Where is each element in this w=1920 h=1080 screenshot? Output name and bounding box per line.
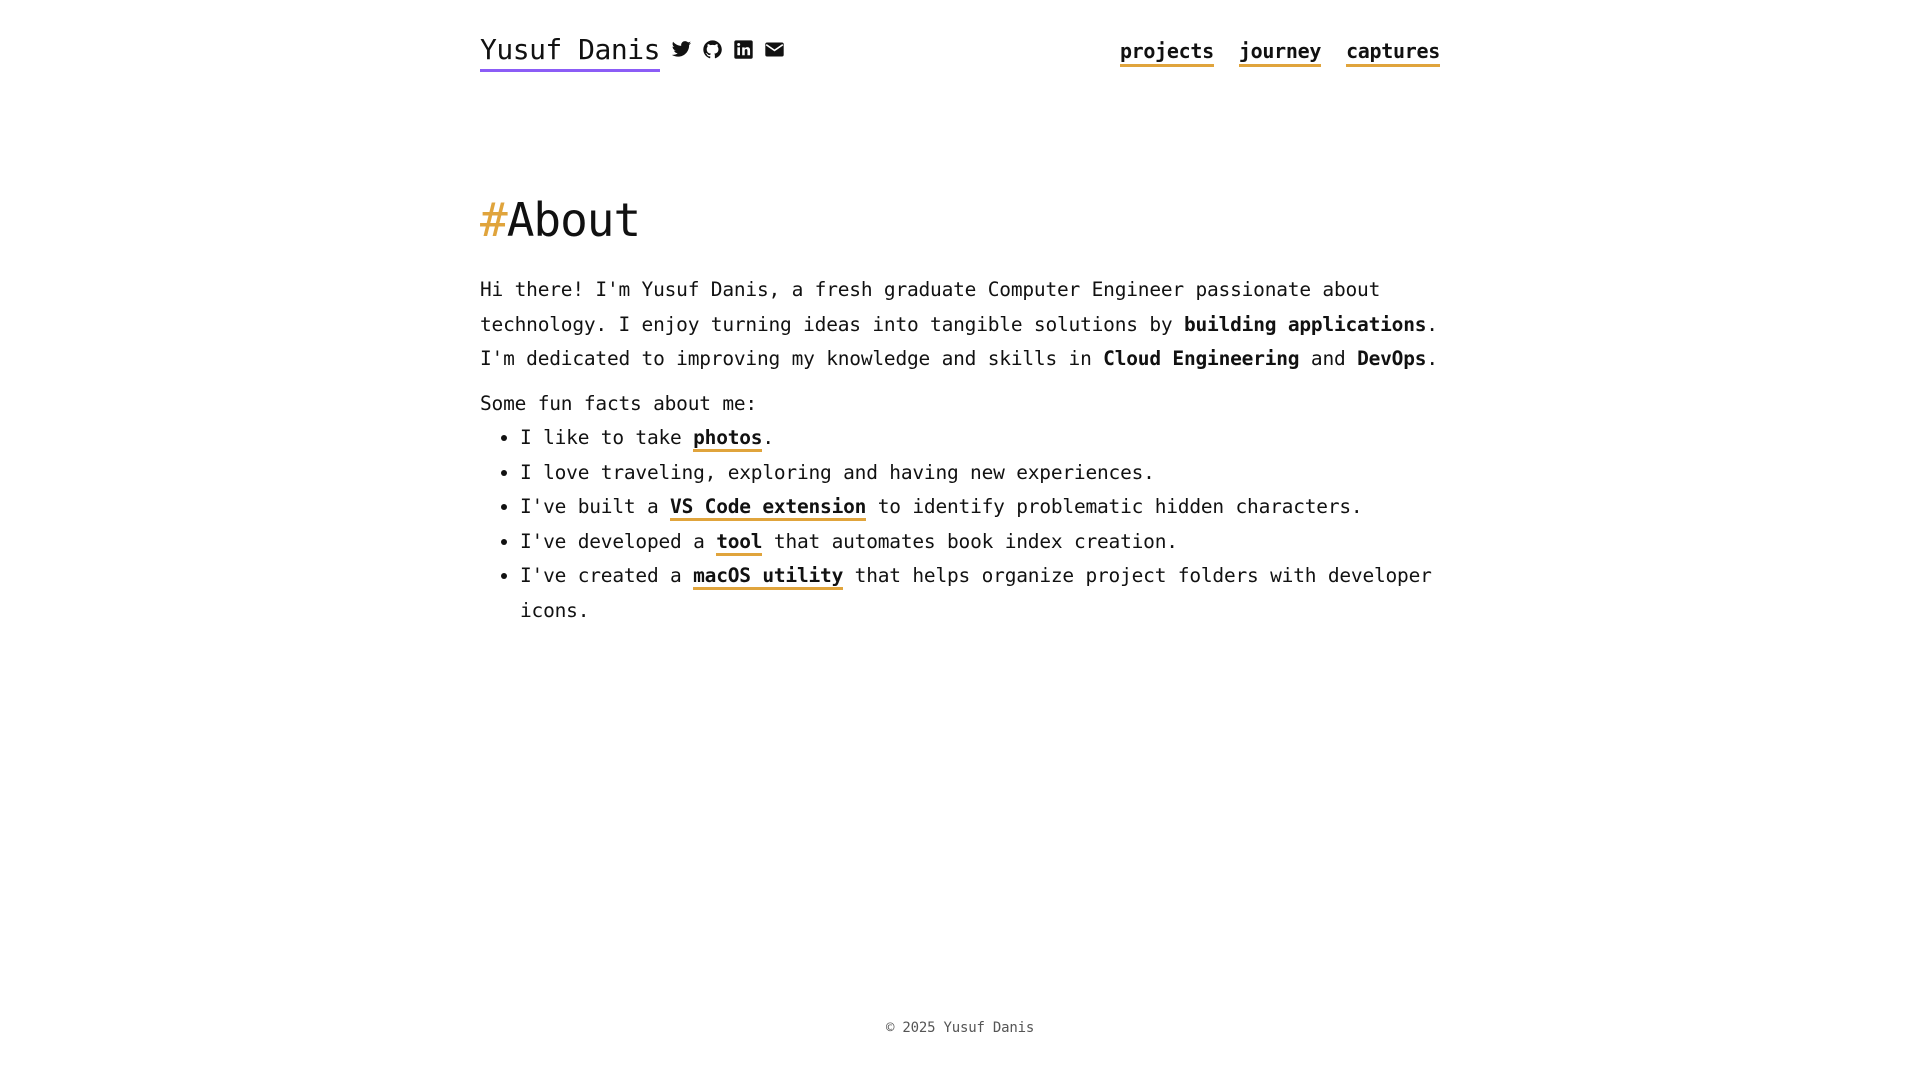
nav-journey[interactable]: journey — [1239, 38, 1321, 67]
mail-link[interactable] — [763, 38, 785, 60]
list-item — [520, 421, 1440, 456]
fun-facts-list — [480, 421, 1440, 628]
social-links — [670, 38, 785, 60]
copyright-text: © 2025 Yusuf Danis — [885, 1020, 1035, 1036]
intro-paragraph — [480, 273, 1440, 377]
list-item — [520, 490, 1440, 525]
intro-text-3: and — [1299, 347, 1358, 370]
vscode-extension-link[interactable]: VS Code extension — [670, 495, 866, 521]
site-title-link[interactable]: Yusuf Danis — [480, 32, 660, 72]
heading-text: About — [506, 193, 641, 247]
twitter-icon — [671, 39, 692, 60]
main-nav — [1120, 38, 1440, 67]
fact-text: . — [762, 426, 774, 449]
about-section — [480, 190, 1440, 628]
fact-text: I've created a — [520, 564, 694, 587]
intro-text-4: . — [1426, 347, 1438, 370]
fun-facts-title: Some fun facts about me: — [480, 391, 757, 415]
linkedin-link[interactable] — [732, 38, 754, 60]
fact-text: that automates book index creation. — [762, 529, 1178, 553]
fact-text: I love traveling, exploring and having new experiences. — [520, 460, 1155, 484]
intro-text-1: Hi there! I'm Yusuf Danis, a fresh graduate Computer Engineer passionate about technology. I enjoy turning ideas into tangible solutions by — [480, 278, 1381, 336]
content-container — [480, 0, 1440, 622]
linkedin-icon — [733, 39, 754, 60]
page-title — [480, 190, 1440, 250]
list-item — [520, 456, 1440, 491]
list-item — [520, 559, 1440, 628]
intro-bold-devops: DevOps — [1357, 347, 1427, 370]
intro-bold-building-applications: building applications — [1183, 312, 1427, 336]
list-item — [520, 525, 1440, 560]
heading-hash: # — [480, 193, 507, 247]
intro-text-2: . I'm dedicated to improving my knowledge and skills in — [480, 312, 1438, 370]
fact-text: I've built a — [520, 495, 671, 518]
intro-bold-cloud-engineering: Cloud Engineering — [1103, 347, 1300, 370]
photos-link[interactable]: photos — [693, 426, 762, 452]
github-link[interactable] — [701, 38, 723, 60]
twitter-link[interactable] — [670, 38, 692, 60]
fact-text: I like to take — [520, 426, 694, 449]
nav-captures[interactable]: captures — [1346, 38, 1440, 67]
site-footer — [0, 1020, 1920, 1036]
site-header — [480, 0, 1440, 110]
fact-text: I've developed a — [520, 529, 717, 553]
fact-text: to identify problematic hidden characters. — [866, 495, 1363, 518]
tool-link[interactable]: tool — [716, 530, 762, 556]
nav-projects[interactable]: projects — [1120, 38, 1214, 67]
macos-utility-link[interactable]: macOS utility — [693, 564, 843, 590]
fact-text: that helps organize project folders with developer icons. — [520, 564, 1432, 622]
mail-icon — [764, 39, 785, 60]
github-icon — [702, 39, 723, 60]
